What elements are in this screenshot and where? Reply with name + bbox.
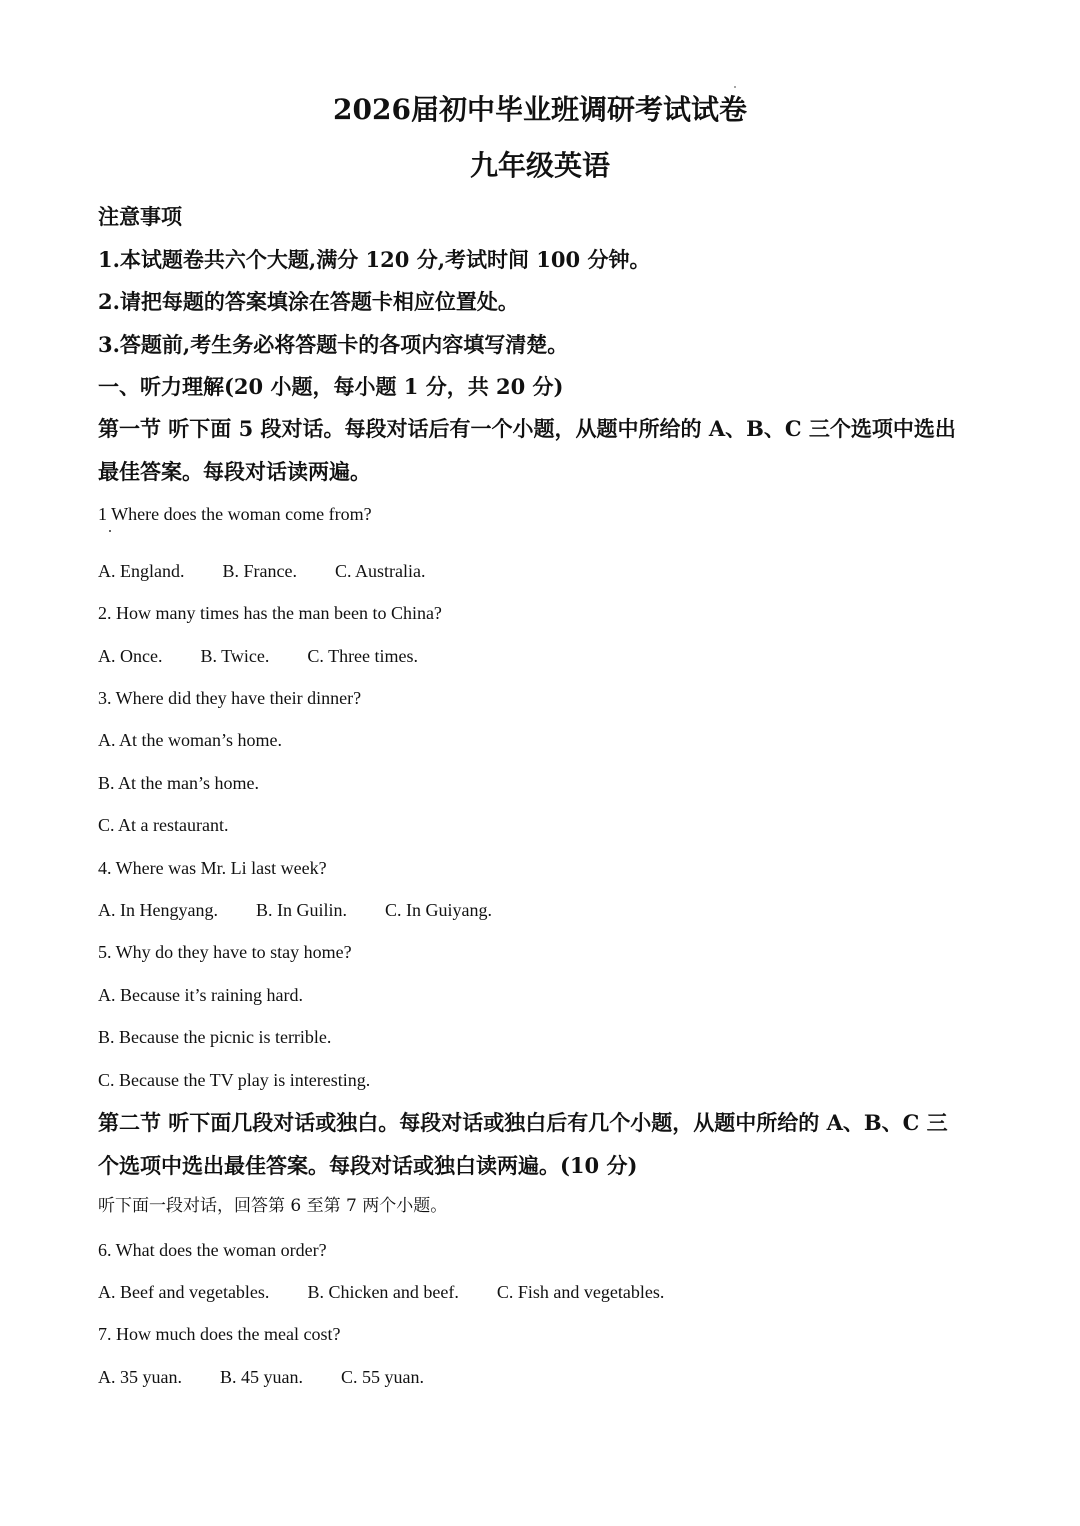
option-a: A. 35 yuan. (98, 1367, 182, 1387)
question-4: 4. Where was Mr. Li last week? (98, 858, 327, 878)
notice-heading: 注意事项 (98, 204, 182, 229)
question-7: 7. How much does the meal cost? (98, 1324, 341, 1344)
question-5-option-a: A. Because it’s raining hard. (98, 985, 303, 1005)
exam-title: 2026届初中毕业班调研考试试卷 (333, 93, 747, 126)
section2-dialogue-instruction: 听下面一段对话，回答第 6 至第 7 两个小题。 (98, 1196, 448, 1216)
option-a: A. Once. (98, 646, 163, 666)
notice-item-2: 2.请把每题的答案填涂在答题卡相应位置处。 (98, 289, 519, 314)
option-a: A. Beef and vegetables. (98, 1282, 270, 1302)
option-c: C. In Guiyang. (385, 900, 492, 920)
section1-instruction-line1: 第一节 听下面 5 段对话。每段对话后有一个小题，从题中所给的 A、B、C 三个选项中选出 (98, 416, 956, 441)
question-1: 1 Where does the woman come from? (98, 504, 372, 524)
option-c: C. Australia. (334, 561, 426, 581)
section2-instruction-line2: 个选项中选出最佳答案。每段对话或独白读两遍。(10 分) (98, 1153, 638, 1178)
notice-item-1: 1.本试题卷共六个大题,满分 120 分,考试时间 100 分钟。 (98, 247, 651, 272)
question-3: 3. Where did they have their dinner? (98, 688, 362, 708)
notice-item-3: 3.答题前,考生务必将答题卡的各项内容填写清楚。 (98, 332, 569, 357)
question-1-options (98, 562, 425, 580)
question-6-options (98, 1283, 664, 1301)
option-c: C. 55 yuan. (341, 1367, 424, 1387)
question-5-option-b: B. Because the picnic is terrible. (98, 1027, 332, 1047)
option-b: B. Twice. (200, 646, 270, 666)
question-3-option-a: A. At the woman’s home. (98, 730, 282, 750)
question-7-options (98, 1368, 424, 1386)
part1-heading: 一、听力理解(20 小题，每小题 1 分，共 20 分) (98, 374, 564, 399)
question-3-option-b: B. At the man’s home. (98, 773, 259, 793)
question-5: 5. Why do they have to stay home? (98, 942, 352, 962)
exam-subtitle: 九年级英语 (469, 149, 610, 182)
option-b: B. In Guilin. (255, 900, 347, 920)
question-5-option-c: C. Because the TV play is interesting. (98, 1070, 371, 1090)
question-4-options (98, 901, 492, 919)
section2-instruction-line1: 第二节 听下面几段对话或独白。每段对话或独白后有几个小题，从题中所给的 A、B、C 三 (98, 1110, 948, 1135)
question-2: 2. How many times has the man been to China? (98, 603, 442, 623)
section1-instruction-line2: 最佳答案。每段对话读两遍。 (98, 459, 371, 484)
option-a: A. England. (98, 561, 185, 581)
question-3-option-c: C. At a restaurant. (98, 815, 229, 835)
question-6: 6. What does the woman order? (98, 1240, 327, 1260)
scan-speck (734, 86, 736, 88)
option-c: C. Three times. (307, 646, 419, 666)
option-a: A. In Hengyang. (98, 900, 218, 920)
scan-speck (109, 530, 111, 532)
option-b: B. France. (222, 561, 297, 581)
option-c: C. Fish and vegetables. (496, 1282, 665, 1302)
option-b: B. 45 yuan. (220, 1367, 303, 1387)
option-b: B. Chicken and beef. (307, 1282, 459, 1302)
question-2-options (98, 647, 418, 665)
